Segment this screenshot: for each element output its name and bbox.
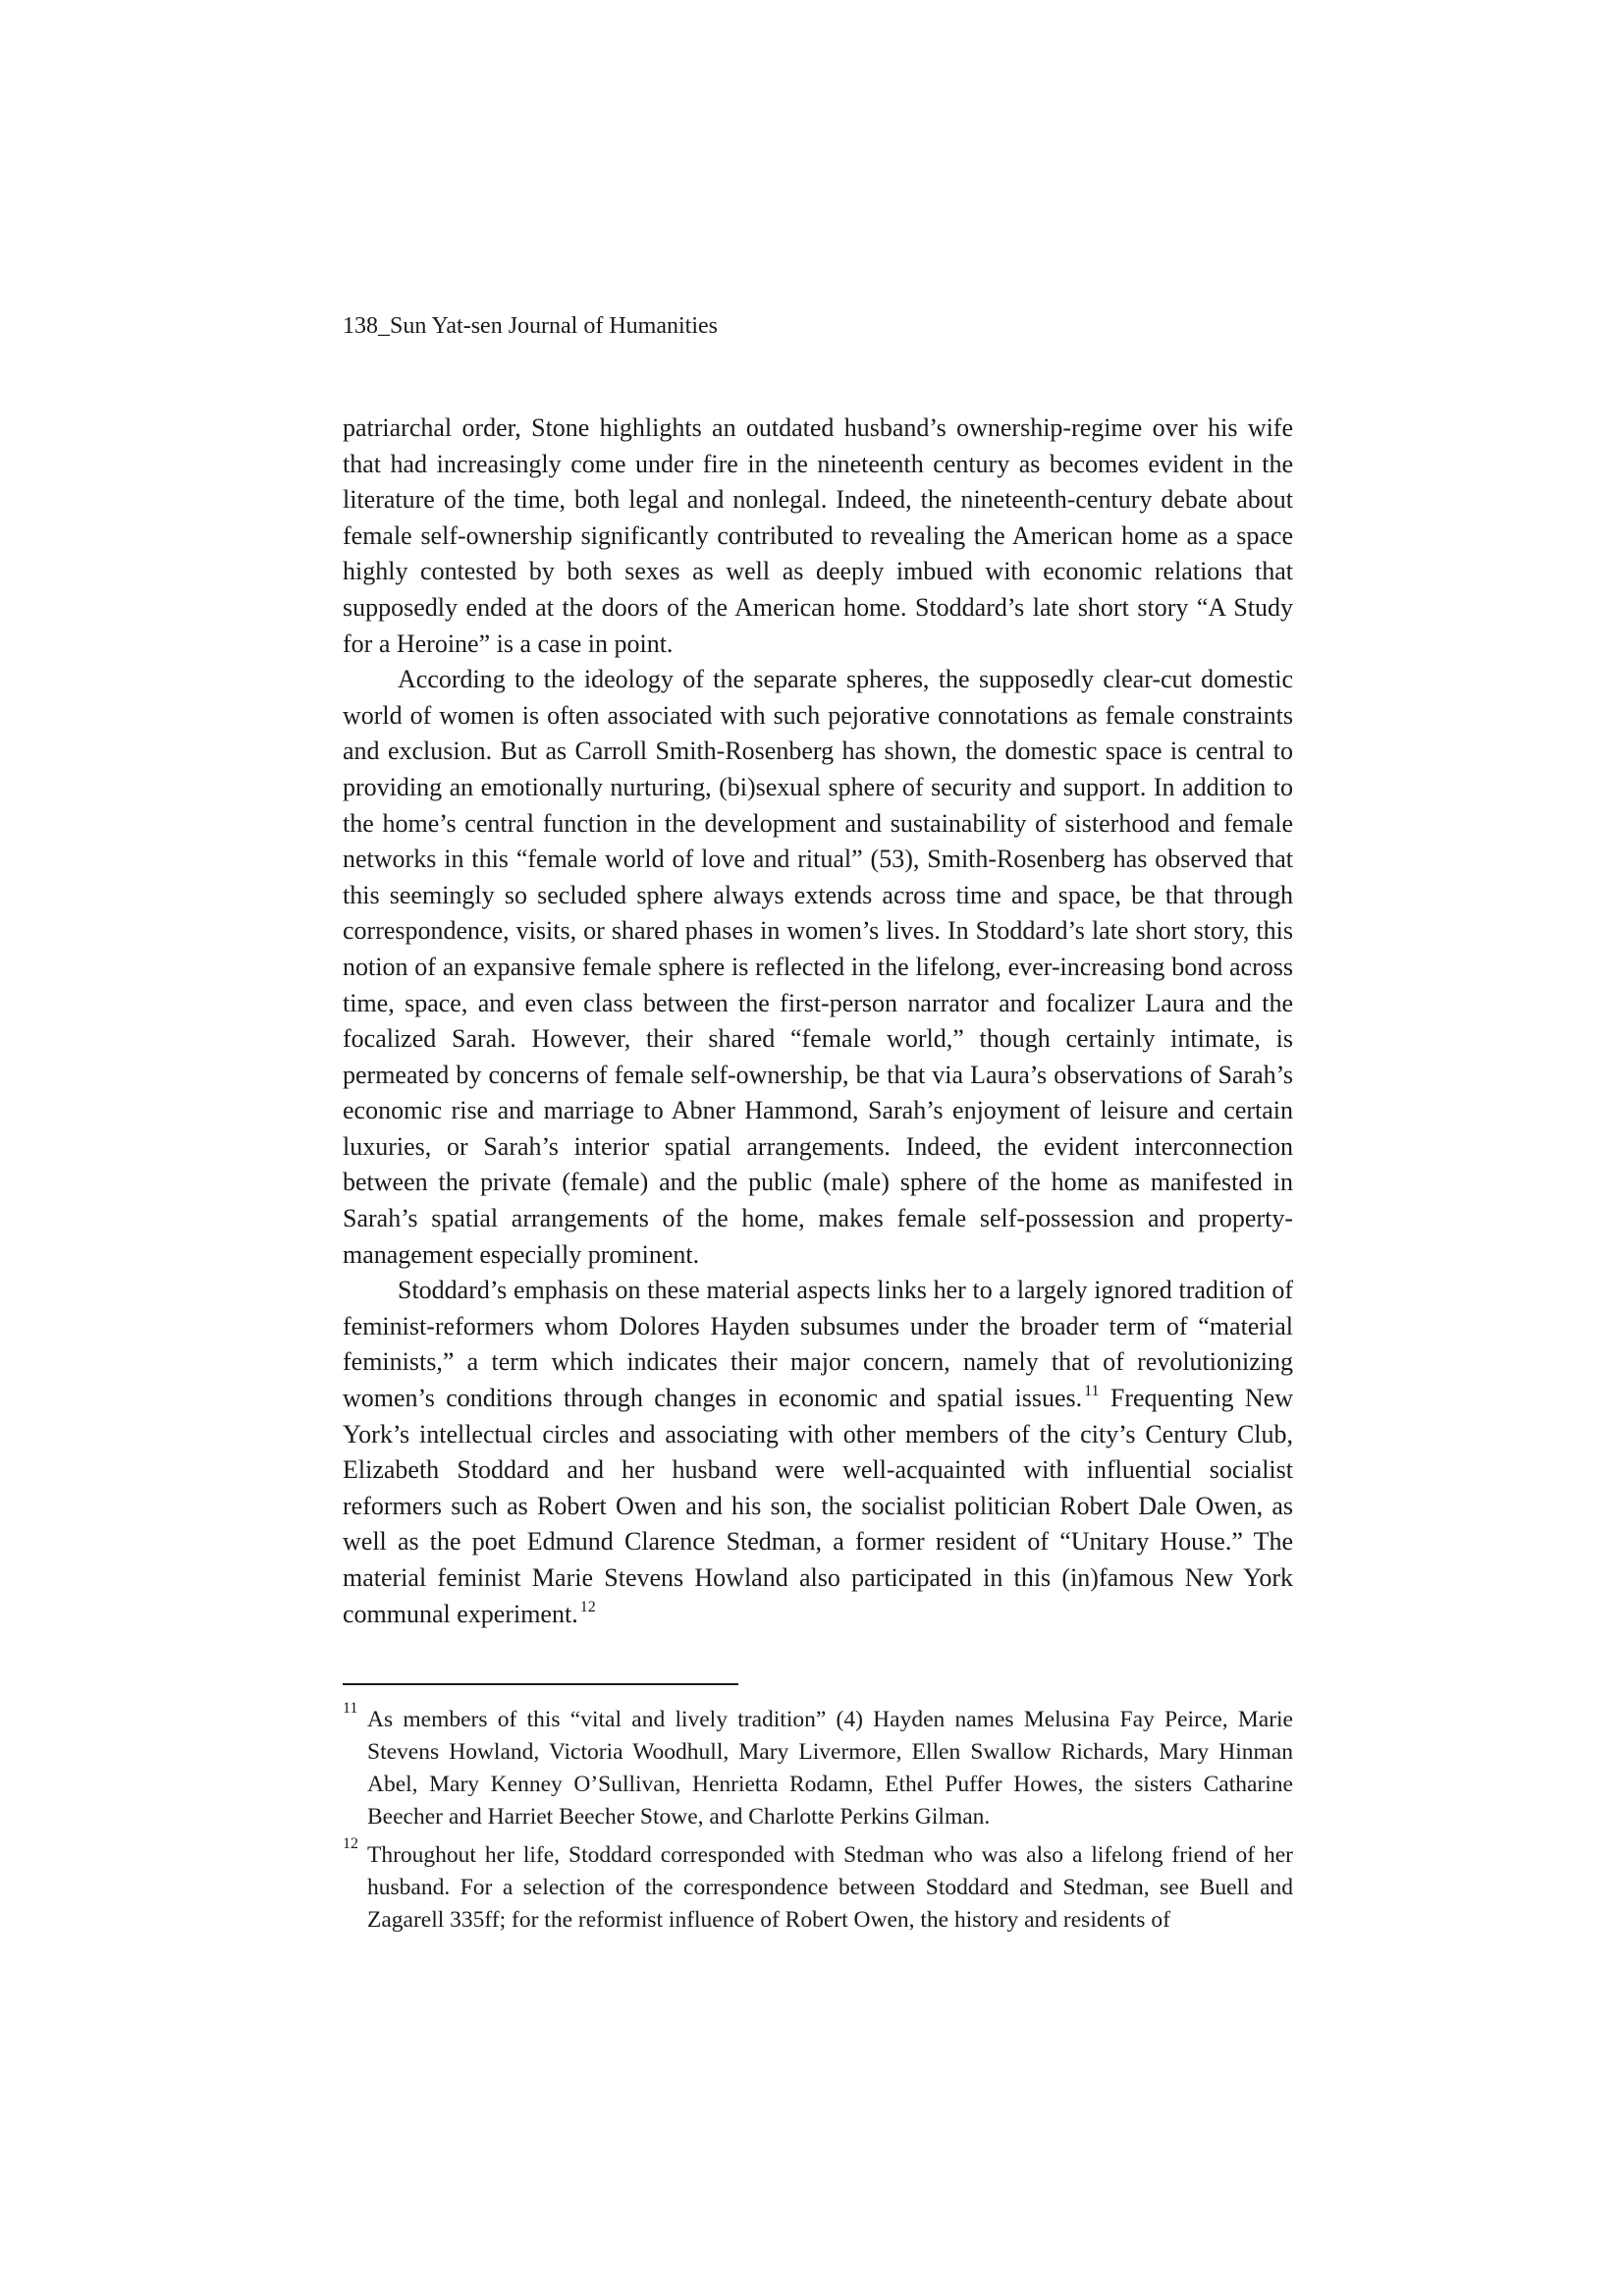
paragraph-1: patriarchal order, Stone highlights an outdated husband’s ownership-regime over his wife that had increasingly come under fire in the nineteenth century as becomes evident in the literature of the time, both legal and nonlegal. Indeed, the nineteenth-century debate about female self-ownership significantly contributed to revealing the American home as a space highly contested by both sexes as well as deeply imbued with economic relations that supposedly ended at the doors of the American home. Stoddard’s late short story “A Study for a Heroine” is a case in point. [343,413,1293,658]
paragraph-3-text-b: Frequenting New York’s intellectual circles and associating with other members of the city’s Century Club, Elizabeth Stoddard and her husband were well-acquainted with influential socialist reformers such as Robert Owen and his son, the socialist politician Robert Dale Owen, as well as the poet Edmund Clarence Stedman, a former resident of “Unitary House.” The material feminist Marie Stevens Howland also participated in this (in)famous New York communal experiment. [343,1384,1293,1628]
footnote-number: 11 [343,1700,358,1717]
footnote-ref-12[interactable]: 12 [579,1598,596,1615]
running-header: 138_Sun Yat-sen Journal of Humanities [343,313,718,339]
body-text [343,410,1293,1632]
footnote-11 [343,1700,1293,1833]
paragraph-3 [343,1273,1293,1632]
footnote-divider [343,1683,738,1685]
footnote-number: 12 [343,1835,358,1852]
footnote-text: As members of this “vital and lively tradition” (4) Hayden names Melusina Fay Peirce, Marie Stevens Howland, Victoria Woodhull, Mary Livermore, Ellen Swallow Richards, Mary Hinman Abel, Mary Kenney O’Sullivan, Henrietta Rodamn, Ethel Puffer Howes, the sisters Catharine Beecher and Harriet Beecher Stowe, and Charlotte Perkins Gilman. [367,1707,1293,1830]
footnote-text: Throughout her life, Stoddard corresponded with Stedman who was also a lifelong friend of her husband. For a selection of the correspondence between Stoddard and Stedman, see Buell and Zagarell 335ff; for the reformist influence of Robert Owen, the history and residents of [367,1842,1293,1933]
footnote-ref-11[interactable]: 11 [1084,1383,1100,1400]
paragraph-2: According to the ideology of the separate spheres, the supposedly clear-cut domestic world of women is often associated with such pejorative connotations as female constraints and exclusion. But as Carroll Smith-Rosenberg has shown, the domestic space is central to providing an emotionally nurturing, (bi)sexual sphere of security and support. In addition to the home’s central function in the development and sustainability of sisterhood and female networks in this “female world of love and ritual” (53), Smith-Rosenberg has observed that this seemingly so secluded sphere always extends across time and space, be that through correspondence, visits, or shared phases in women’s lives. In Stoddard’s late short story, this notion of an expansive female sphere is reflected in the lifelong, ever-increasing bond across time, space, and even class between the first-person narrator and focalizer Laura and the focalized Sarah. However, their shared “female world,” though certainly intimate, is permeated by concerns of female self-ownership, be that via Laura’s observations of Sarah’s economic rise and marriage to Abner Hammond, Sarah’s enjoyment of leisure and certain luxuries, or Sarah’s interior spatial arrangements. Indeed, the evident interconnection between the private (female) and the public (male) sphere of the home as manifested in Sarah’s spatial arrangements of the home, makes female self-possession and property-management especially prominent. [343,665,1293,1269]
footnotes [343,1700,1293,1942]
document-page [343,0,1293,2296]
footnote-12 [343,1835,1293,1937]
paragraph-3-text-a: Stoddard’s emphasis on these material aspects links her to a largely ignored tradition of feminist-reformers whom Dolores Hayden subsumes under the broader term of “material feminists,” a term which indicates their major concern, namely that of revolutionizing women’s conditions through changes in economic and spatial issues. [343,1276,1293,1413]
